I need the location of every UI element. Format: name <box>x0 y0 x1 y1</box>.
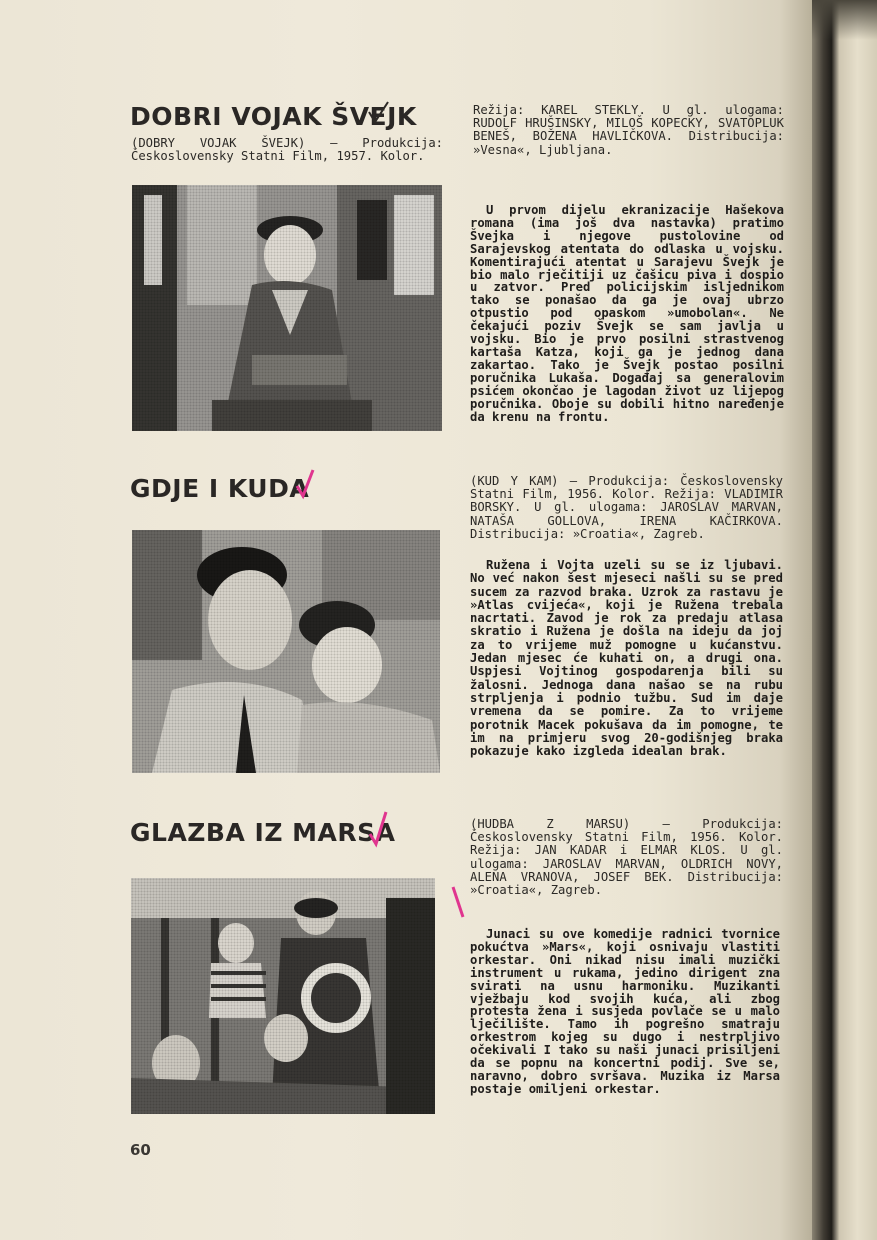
article-title-3: GLAZBA IZ MARSA <box>130 818 396 847</box>
film-still-svejk <box>132 185 442 431</box>
photo-couple-image <box>132 530 440 773</box>
book-spine <box>812 0 877 1240</box>
photo-svejk-image <box>132 185 442 431</box>
page-number: 60 <box>130 1141 151 1159</box>
spine-shadow <box>812 0 877 40</box>
article-3-synopsis: Junaci su ove komedije radnici tvornice pokućtva »Mars«, koji osnivaju vlastiti orkestar. Oni nikad nisu imali muzički instrument u rukama, jedino dirigent zna svirati na usnu harmoniku. Muzikanti vježbaju kod svojih kuća, ali zbog protesta žena i susjeda povlače se u malo lječilište. Tamo ih pogrešno smatraju orkestrom kojeg su dugo i nestrpljivo očekivali I tako su naši junaci prisiljeni da se popnu na koncertni podij. Sve se, naravno, dobro svršava. Muzika iz Marsa postaje omiljeni orkestar. <box>470 927 780 1096</box>
film-still-gdje-i-kuda <box>132 530 440 773</box>
article-2-synopsis: Ružena i Vojta uzeli su se iz ljubavi. No već nakon šest mjeseci našli su se pred sucem za razvod braka. Uzrok za rastavu je »Atlas cvijeća«, koji je Ružena trebala nacrtati. Zavod je rok za predaju atlasa skratio i Ružena je došla na ideju da joj za to vrijeme muž pomogne u kućanstvu. Jedan mjesec će kuhati on, a drugi ona. Uspjesi Vojtinog gospodarenja bili su žalosni. Jednoga dana našao se na rubu strpljenja i podnio tužbu. Sud im daje vremena da se pomire. Za to vrijeme porotnik Macek pokušava da im pomogne, te im na primjeru svog 20-godišnjeg braka pokazuje kako izgleda idealan brak. <box>470 558 783 759</box>
pink-check-mark <box>293 466 319 500</box>
article-title-1: DOBRI VOJAK ŠVEJK <box>130 102 417 131</box>
article-1-synopsis: U prvom dijelu ekranizacije Hašekova romana (ima još dva nastavka) pratimo Švejka i njegove pustolovine od Sarajevskog atentata do odlaska u vojsku. Komentirajući atentat u Sarajevu Švejk je bio malo rječitiji uz čašicu piva i dospio u zatvor. Pred policijskim isljednikom tako se ponašao da ga je ovaj ubrzo otpustio pod opaskom »umobolan«. Ne čekajući poziv Švejk se sam javlja u vojsku. Bio je prvo posilni strastvenog kartaša Katza, koji ga je jednog dana zakartao. Tako je Švejk postao posilni poručnika Lukaša. Događaj sa generalovim psićem okončao je lagodan život uz lijepog poručnika. Oboje su dobili hitno naređenje da krenu na frontu. <box>470 203 784 424</box>
article-2-credits: (KUD Y KAM) — Produkcija: Československy Statni Film, 1956. Kolor. Režija: VLADIMIR BORSKY. U gl. ulogama: JAROSLAV MARVAN, NATAŠA GOLLOVA, IRENA KAČIRKOVA. Distribucija: »Croatia«, Zagreb. <box>470 474 783 541</box>
film-still-glazba-iz-marsa <box>131 878 435 1114</box>
pink-margin-mark <box>449 883 473 923</box>
article-3-credits: (HUDBA Z MARSU) — Produkcija: Československy Statni Film, 1956. Kolor. Režija: JAN KADAR i ELMAR KLOS. U gl. ulogama: JAROSLAV MARVAN, OLDRICH NOVY, ALENA VRANOVA, JOSEF BEK. Distribucija: »Croatia«, Zagreb. <box>470 817 783 898</box>
article-1-credits-right: Režija: KAREL STEKLY. U gl. ulogama: RUDOLF HRUŠINSKY, MILOŠ KOPECKY, SVATOPLUK BENEŠ, BOŽENA HAVLIČKOVA. Distribucija: »Vesna«, Ljubljana. <box>473 103 784 157</box>
pencil-check-mark <box>366 98 392 128</box>
article-1-credits-left: (DOBRY VOJAK ŠVEJK) — Produkcija: Československy Statni Film, 1957. Kolor. <box>131 136 443 164</box>
photo-musicians-image <box>131 878 435 1114</box>
article-title-2: GDJE I KUDA <box>130 474 310 503</box>
pink-check-mark-2 <box>366 808 392 848</box>
